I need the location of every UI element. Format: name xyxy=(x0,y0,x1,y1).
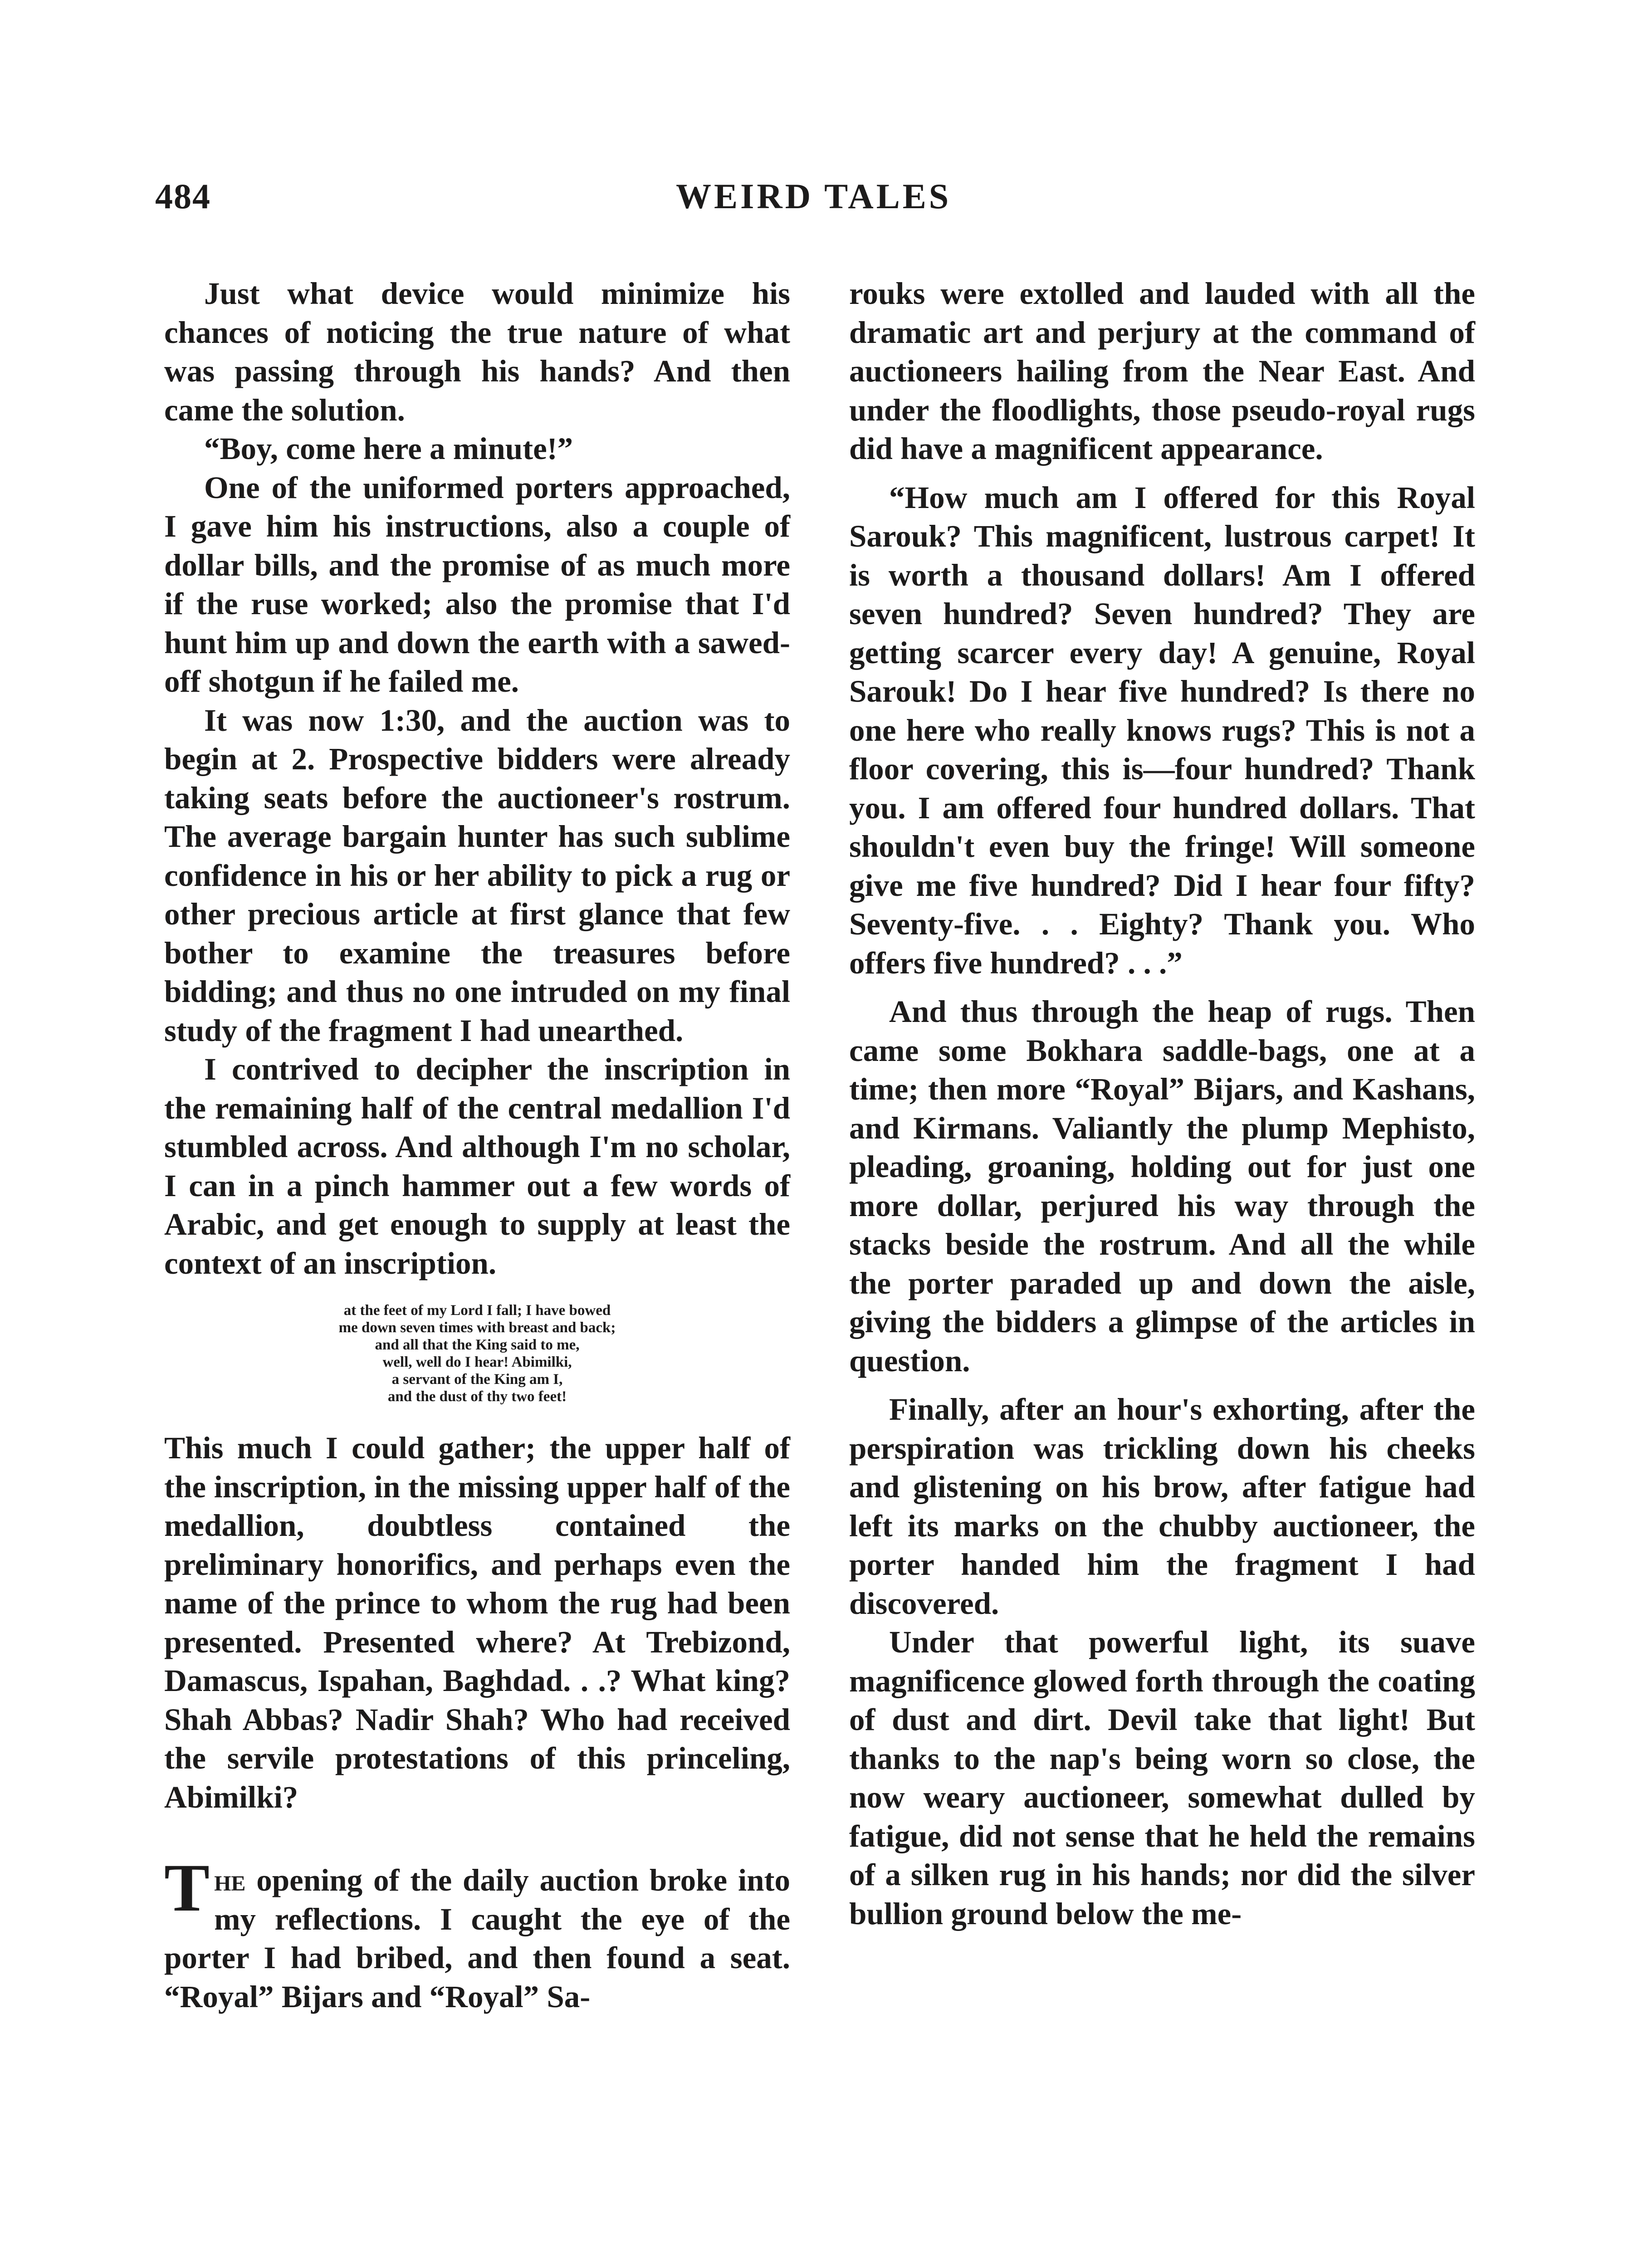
paragraph: This much I could gather; the upper half of the inscription, in the missing upper half of the medallion, doubtless contained the preliminary honorifics, and perhaps even the name of the prince to whom the rug had been presented. Presented where? At Trebizond, Damascus, Ispahan, Baghdad. . .? What king? Shah Abbas? Nadir Shah? Who had received the servile protestations of this princeling, Abimilki? xyxy=(164,1431,790,1814)
verse-line: and all that the King said to me, xyxy=(375,1337,580,1353)
verse-line: well, well do I hear! Abimilki, xyxy=(382,1354,572,1370)
paragraph: One of the uniformed porters approached, I gave him his instructions, also a couple of dollar bills, and the promise of as much more if the ruse worked; also the promise that I'd hunt him up and down the earth with a sawed-off shotgun if he failed me. xyxy=(164,470,790,699)
paragraph: And thus through the heap of rugs. Then came some Bokhara saddle-bags, one at a time; then more “Royal” Bijars, and Kashans, and Kirmans. Valiantly the plump Mephisto, pleading, groaning, holding out for just one more dollar, perjured his way through the stacks beside the rostrum. And all the while the porter paraded up and down the aisle, giving the bidders a glimpse of the articles in question. xyxy=(849,994,1475,1378)
paragraph: I contrived to decipher the inscription in the remaining half of the central medallion I'd stumbled across. And although I'm no scholar, I can in a pinch hammer out a few words of Arabic, and get enough to supply at least the context of an inscription. xyxy=(164,1052,790,1281)
paragraph: Under that powerful light, its suave magnificence glowed forth through the coating of dust and dirt. Devil take that light! But thanks to the nap's being worn so close, the now weary auctioneer, somewhat dulled by fatigue, did not sense that he held the remains of a silken rug in his hands; nor did the silver bullion ground below the me- xyxy=(849,1625,1475,1931)
verse-line: and the dust of thy two feet! xyxy=(387,1388,567,1405)
dialogue-paragraph: “How much am I offered for this Royal Sarouk? This magnificent, lustrous carpet! It is worth a thousand dollars! Am I offered seven hundred? Seven hundred? They are getting scarcer every day! A genuine, Royal Sarouk! Do I hear five hundred? Is there no one here who really knows rugs? This is not a floor covering, this is—four hundred? Thank you. I am offered four hundred dollars. That shouldn't even buy the fringe! Will someone give me five hundred? Did I hear four fifty? Seventy-five. . . Eighty? Thank you. Who offers five hundred? . . .” xyxy=(849,480,1475,980)
section-opening-paragraph xyxy=(164,1850,790,2016)
left-column xyxy=(164,274,790,2016)
paragraph: Finally, after an hour's exhorting, after the perspiration was trickling down his cheeks and glistening on his brow, after fatigue had left its marks on the chubby auctioneer, the porter handed him the fragment I had discovered. xyxy=(849,1392,1475,1621)
drop-cap: T xyxy=(164,1850,210,1926)
paragraph: It was now 1:30, and the auction was to begin at 2. Prospective bidders were already taking seats before the auctioneer's rostrum. The average bargain hunter has such sublime confidence in his or her ability to pick a rug or other precious article at first glance that few bother to examine the treasures before bidding; and thus no one intruded on my final study of the fragment I had unearthed. xyxy=(164,703,790,1048)
page-header xyxy=(0,176,1633,226)
page-number: 484 xyxy=(155,176,211,216)
verse-line: at the feet of my Lord I fall; I have bowed xyxy=(343,1302,611,1319)
paragraph: Just what device would minimize his chances of noticing the true nature of what was passing through his hands? And then came the solution. xyxy=(164,276,790,427)
dialogue-paragraph: “Boy, come here a minute!” xyxy=(204,431,573,466)
right-column xyxy=(849,274,1475,1933)
small-caps-lead: he xyxy=(214,1863,246,1897)
inscription-verse xyxy=(164,1302,790,1405)
running-head: WEIRD TALES xyxy=(676,176,952,216)
paragraph: rouks were extolled and lauded with all the dramatic art and perjury at the command of auctioneers hailing from the Near East. And under the floodlights, those pseudo-royal rugs did have a magnificent appearance. xyxy=(849,276,1475,466)
paragraph-text: opening of the daily auction broke into my reflections. I caught the eye of the porter I had bribed, and then found a seat. “Royal” Bijars and “Royal” Sa- xyxy=(164,1863,790,2014)
verse-line: a servant of the King am I, xyxy=(391,1371,563,1388)
verse-line: me down seven times with breast and back; xyxy=(338,1320,616,1336)
